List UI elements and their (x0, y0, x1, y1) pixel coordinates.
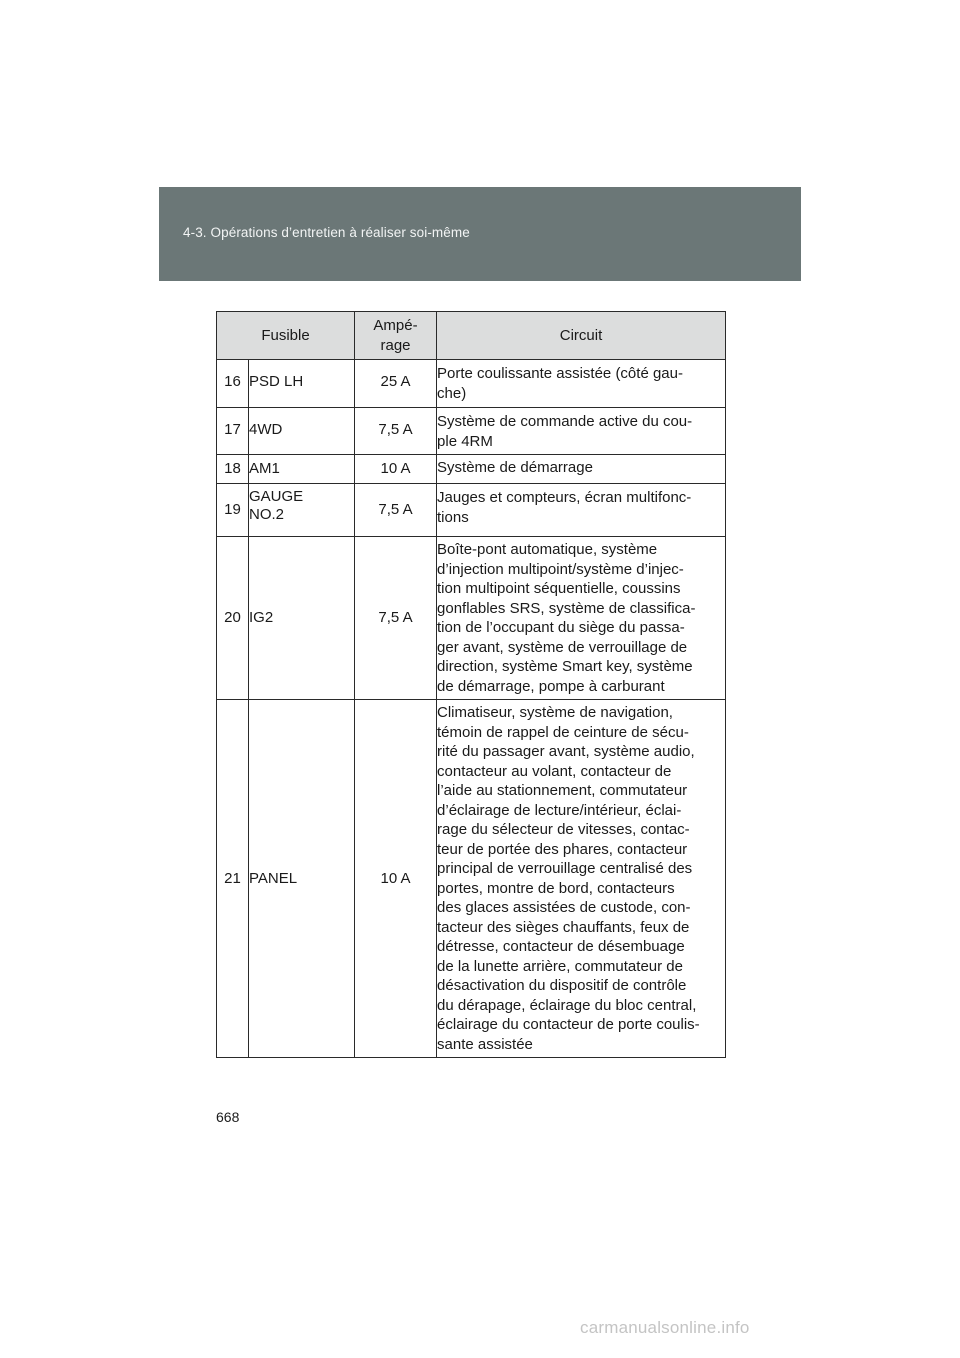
section-title: 4-3. Opérations d’entretien à réaliser soi-même (183, 225, 470, 240)
fuse-number: 21 (217, 700, 249, 1058)
fuse-name: GAUGE NO.2 (249, 484, 355, 537)
fuse-amperage: 7,5 A (355, 537, 437, 700)
fuse-name: PSD LH (249, 360, 355, 408)
fuse-number: 16 (217, 360, 249, 408)
column-header-circuit: Circuit (437, 312, 726, 360)
table-header-row (217, 312, 726, 360)
column-header-amperage (355, 312, 437, 360)
fuse-amperage: 7,5 A (355, 408, 437, 455)
watermark: carmanualsonline.info (580, 1318, 750, 1337)
fuse-circuit: Jauges et compteurs, écran multifonc- tions (437, 484, 726, 537)
fuse-amperage: 7,5 A (355, 484, 437, 537)
fuse-number: 18 (217, 455, 249, 484)
table-row (217, 360, 726, 408)
fuse-number: 20 (217, 537, 249, 700)
fuse-circuit: Porte coulissante assistée (côté gau- che) (437, 360, 726, 408)
fuse-circuit: Climatiseur, système de navigation, témoin de rappel de ceinture de sécu- rité du passager avant, système audio, contacteur au volant, contacteur de l’aide au stationnement, commutateur d’éclairage de lecture/intérieur, éclai- rage du sélecteur de vitesses, contac- teur de portée des phares, contacteur principal de verrouillage centralisé des portes, montre de bord, contacteurs des glaces assistées de custode, con- tacteur des sièges chauffants, feux de détresse, contacteur de désembuage de la lunette arrière, commutateur de désactivation du dispositif de contrôle du dérapage, éclairage du bloc central, éclairage du contacteur de porte coulis- sante assistée (437, 700, 726, 1058)
fuse-name: PANEL (249, 700, 355, 1058)
table-row (217, 408, 726, 455)
fuse-circuit: Système de commande active du cou- ple 4RM (437, 408, 726, 455)
section-header-band (159, 187, 801, 281)
fuse-table (216, 311, 726, 1058)
table-row (217, 455, 726, 484)
table-row (217, 537, 726, 700)
fuse-amperage: 10 A (355, 700, 437, 1058)
table-row (217, 484, 726, 537)
fuse-number: 17 (217, 408, 249, 455)
fuse-amperage: 25 A (355, 360, 437, 408)
fuse-name: IG2 (249, 537, 355, 700)
column-header-amperage-label: Ampé- rage (373, 317, 418, 354)
fuse-name: AM1 (249, 455, 355, 484)
page-number: 668 (216, 1109, 240, 1125)
table-row (217, 700, 726, 1058)
fuse-circuit: Boîte-pont automatique, système d’injection multipoint/système d’injec- tion multipoint séquentielle, coussins gonflables SRS, système de classifica- tion de l’occupant du siège du passa- ger avant, système de verrouillage de direction, système Smart key, système de démarrage, pompe à carburant (437, 537, 726, 700)
fuse-number: 19 (217, 484, 249, 537)
fuse-amperage: 10 A (355, 455, 437, 484)
fuse-circuit: Système de démarrage (437, 455, 726, 484)
fuse-name: 4WD (249, 408, 355, 455)
column-header-fuse: Fusible (217, 312, 355, 360)
